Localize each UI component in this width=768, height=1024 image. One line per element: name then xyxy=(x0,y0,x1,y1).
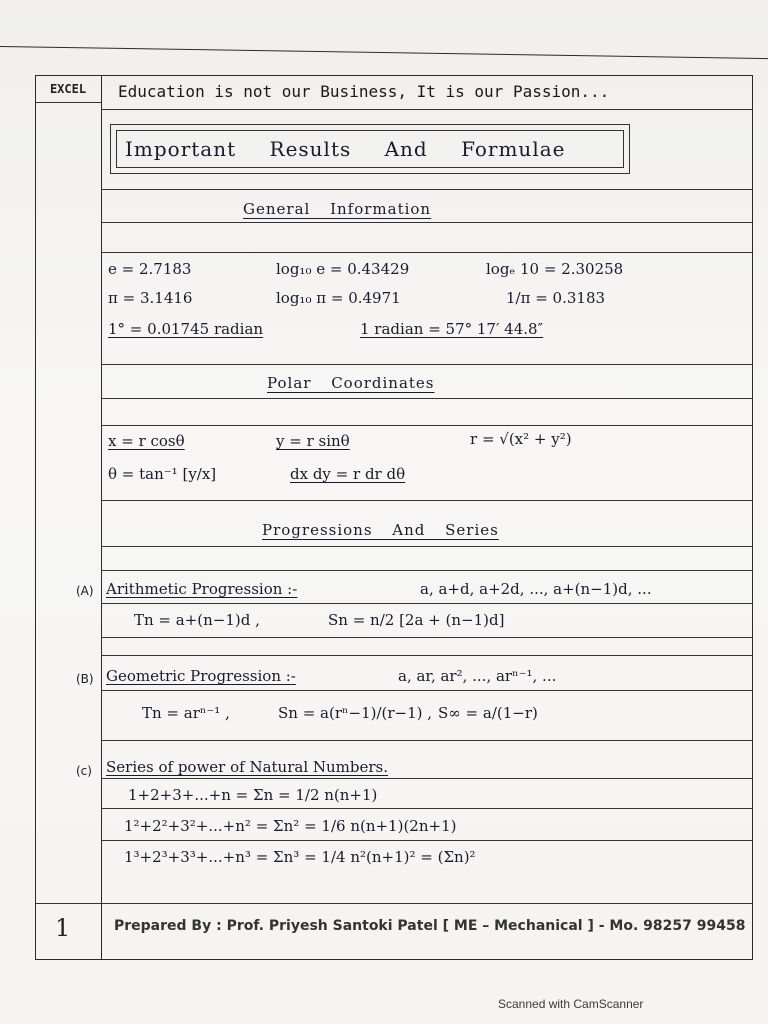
formula-log10e: log₁₀ e = 0.43429 xyxy=(276,260,410,278)
rule-line xyxy=(101,364,753,365)
formula-polar-theta: θ = tan⁻¹ [y/x] xyxy=(108,465,217,483)
rule-line xyxy=(101,500,753,501)
formula-inv-pi: 1/π = 0.3183 xyxy=(506,289,606,307)
rule-line xyxy=(101,398,753,399)
rule-line xyxy=(101,570,753,571)
rule-line xyxy=(101,778,753,779)
gp-title: Geometric Progression :- xyxy=(106,667,296,685)
formula-loge10: logₑ 10 = 2.30258 xyxy=(486,260,624,278)
section-heading-general: General Information xyxy=(243,200,432,218)
rule-line xyxy=(101,740,753,741)
rule-line xyxy=(101,222,753,223)
prepared-by: Prepared By : Prof. Priyesh Santoki Patel [ ME – Mechanical ] - Mo. 98257 99458 xyxy=(114,918,746,934)
rule-line xyxy=(101,655,753,656)
gp-tn: Tn = arⁿ⁻¹ , xyxy=(142,704,230,722)
item-marker-b: (B) xyxy=(76,672,94,686)
item-marker-a: (A) xyxy=(76,584,94,598)
rule-line xyxy=(101,252,753,253)
formula-polar-x: x = r cosθ xyxy=(108,432,185,450)
header-motto: Education is not our Business, It is our Passion... xyxy=(118,82,610,101)
rule-line xyxy=(101,690,753,691)
section-heading-progressions: Progressions And Series xyxy=(262,521,499,539)
rule-line xyxy=(101,425,753,426)
ap-tn: Tn = a+(n−1)d , xyxy=(134,611,260,629)
ap-title: Arithmetic Progression :- xyxy=(106,580,298,598)
item-marker-c: (c) xyxy=(76,764,92,778)
rule-line xyxy=(101,840,753,841)
formula-log10pi: log₁₀ π = 0.4971 xyxy=(276,289,401,307)
rule-line xyxy=(101,109,753,110)
formula-e: e = 2.7183 xyxy=(108,260,192,278)
formula-polar-area: dx dy = r dr dθ xyxy=(290,465,406,483)
ap-sn: Sn = n/2 [2a + (n−1)d] xyxy=(328,611,505,629)
gp-sn: Sn = a(rⁿ−1)/(r−1) , xyxy=(278,704,433,722)
rule-line xyxy=(101,546,753,547)
series-sum-n: 1+2+3+...+n = Σn = 1/2 n(n+1) xyxy=(128,786,378,804)
series-sum-n3: 1³+2³+3³+...+n³ = Σn³ = 1/4 n²(n+1)² = (Σn)² xyxy=(124,848,476,866)
section-heading-polar: Polar Coordinates xyxy=(267,374,435,392)
formula-polar-r: r = √(x² + y²) xyxy=(470,430,572,448)
formula-degree: 1° = 0.01745 radian xyxy=(108,320,264,338)
margin-rule xyxy=(101,75,102,960)
natural-series-title: Series of power of Natural Numbers. xyxy=(106,758,389,776)
gp-sinf: S∞ = a/(1−r) xyxy=(438,704,538,722)
rule-line xyxy=(101,603,753,604)
rule-line xyxy=(101,637,753,638)
gp-terms: a, ar, ar², ..., arⁿ⁻¹, ... xyxy=(398,667,557,685)
title-inner-box xyxy=(116,130,624,168)
page-number: 1 xyxy=(55,914,71,942)
page-title: Important Results And Formulae xyxy=(125,137,566,161)
header-label: EXCEL xyxy=(35,75,101,103)
rule-line xyxy=(101,189,753,190)
series-sum-n2: 1²+2²+3²+...+n² = Σn² = 1/6 n(n+1)(2n+1) xyxy=(124,817,457,835)
formula-pi: π = 3.1416 xyxy=(108,289,193,307)
rule-line xyxy=(101,808,753,809)
formula-polar-y: y = r sinθ xyxy=(276,432,350,450)
formula-radian: 1 radian = 57° 17′ 44.8″ xyxy=(360,320,544,338)
camscanner-watermark: Scanned with CamScanner xyxy=(498,997,644,1011)
footer-rule xyxy=(35,903,753,904)
ap-terms: a, a+d, a+2d, ..., a+(n−1)d, ... xyxy=(420,580,652,598)
